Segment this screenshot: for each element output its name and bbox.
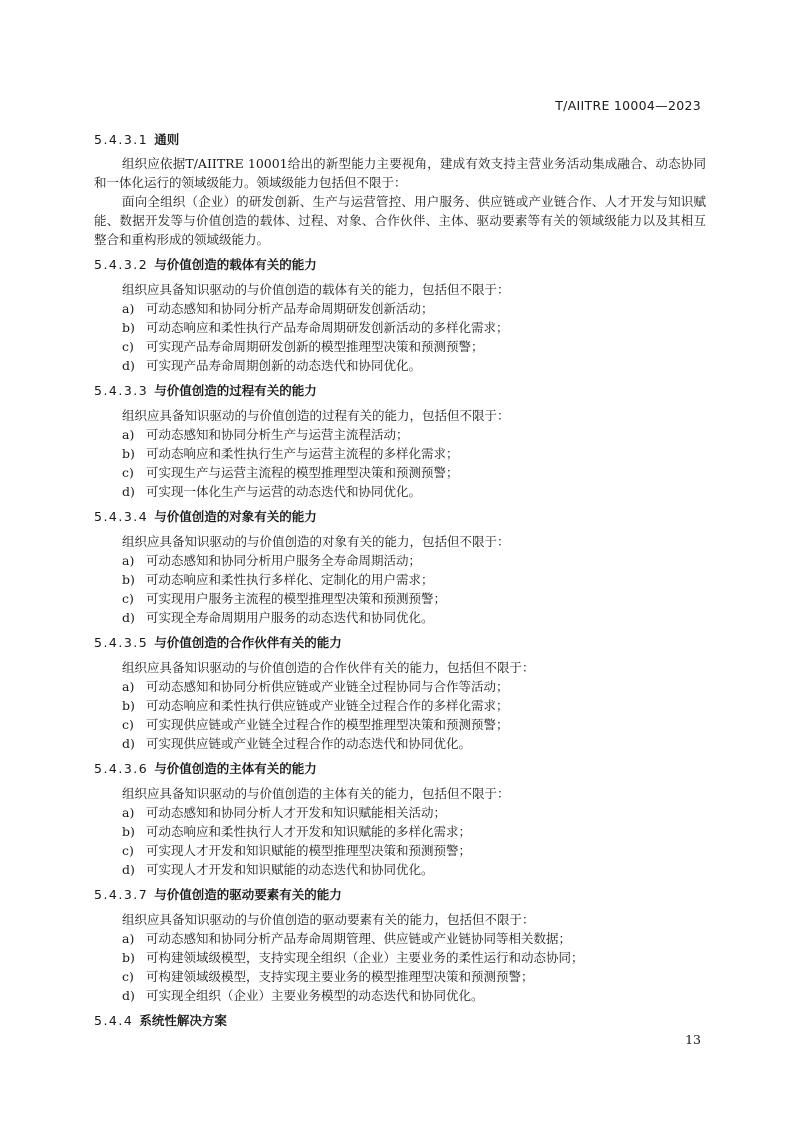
item-text: 可实现产品寿命周期研发创新的模型推理型决策和预测预警； xyxy=(146,339,484,354)
list-item xyxy=(94,482,706,501)
item-marker: a) xyxy=(122,301,135,316)
paragraph: 组织应具备知识驱动的与价值创造的对象有关的能力，包括但不限于： xyxy=(122,534,510,549)
item-text: 可构建领域级模型，支持实现主要业务的模型推理型决策和预测预警； xyxy=(146,969,534,984)
list-item xyxy=(94,318,706,337)
list-item xyxy=(94,822,706,841)
item-list xyxy=(94,803,706,879)
list-item xyxy=(94,948,706,967)
list-item xyxy=(94,570,706,589)
item-text: 可实现用户服务主流程的模型推理型决策和预测预警； xyxy=(146,591,447,606)
item-text: 可实现生产与运营主流程的模型推理型决策和预测预警； xyxy=(146,465,459,480)
section-number: 5.4.3.1 xyxy=(94,132,149,147)
paragraph: 组织应具备知识驱动的与价值创造的过程有关的能力，包括但不限于： xyxy=(122,408,510,423)
item-marker: a) xyxy=(122,931,135,946)
section xyxy=(94,885,706,1005)
item-marker: b) xyxy=(122,824,135,839)
item-text: 可动态感知和协同分析生产与运营主流程活动； xyxy=(146,427,409,442)
list-item xyxy=(94,589,706,608)
item-text: 可动态感知和协同分析人才开发和知识赋能相关活动； xyxy=(146,805,447,820)
list-item xyxy=(94,967,706,986)
item-text: 可动态响应和柔性执行多样化、定制化的用户需求； xyxy=(146,572,434,587)
item-marker: c) xyxy=(122,717,134,732)
item-marker: d) xyxy=(122,484,135,499)
item-text: 可构建领域级模型，支持实现全组织（企业）主要业务的柔性运行和动态协同； xyxy=(146,950,584,965)
section-number: 5.4.3.2 xyxy=(94,257,149,272)
paragraph: 组织应具备知识驱动的与价值创造的主体有关的能力，包括但不限于： xyxy=(122,786,510,801)
item-text: 可动态响应和柔性执行供应链或产业链全过程合作的多样化需求； xyxy=(146,698,509,713)
section-heading xyxy=(94,255,706,275)
section-number: 5.4.3.6 xyxy=(94,761,149,776)
section-title: 与价值创造的载体有关的能力 xyxy=(154,257,317,272)
paragraph: 组织应具备知识驱动的与价值创造的驱动要素有关的能力，包括但不限于： xyxy=(122,912,535,927)
item-marker: d) xyxy=(122,358,135,373)
section-heading xyxy=(94,381,706,401)
item-text: 可动态感知和协同分析用户服务全寿命周期活动； xyxy=(146,553,422,568)
section-number: 5.4.3.4 xyxy=(94,509,149,524)
item-marker: c) xyxy=(122,843,134,858)
paragraph: 组织应具备知识驱动的与价值创造的载体有关的能力，包括但不限于： xyxy=(122,282,510,297)
item-text: 可实现供应链或产业链全过程合作的模型推理型决策和预测预警； xyxy=(146,717,509,732)
section-title: 与价值创造的过程有关的能力 xyxy=(154,383,317,398)
list-item xyxy=(94,696,706,715)
section-title: 通则 xyxy=(154,132,180,147)
section xyxy=(94,633,706,753)
document-code: T/AIITRE 10004—2023 xyxy=(555,98,701,113)
item-marker: a) xyxy=(122,553,135,568)
item-list xyxy=(94,425,706,501)
list-item xyxy=(94,734,706,753)
paragraph: 组织应具备知识驱动的与价值创造的合作伙伴有关的能力，包括但不限于： xyxy=(122,660,535,675)
item-marker: b) xyxy=(122,950,135,965)
section-number: 5.4.3.7 xyxy=(94,887,149,902)
item-text: 可动态响应和柔性执行生产与运营主流程的多样化需求； xyxy=(146,446,459,461)
section-number: 5.4.3.5 xyxy=(94,635,149,650)
list-item xyxy=(94,299,706,318)
item-text: 可实现人才开发和知识赋能的模型推理型决策和预测预警； xyxy=(146,843,472,858)
section-heading xyxy=(94,1011,706,1031)
item-text: 可动态感知和协同分析供应链或产业链全过程协同与合作等活动； xyxy=(146,679,509,694)
item-list xyxy=(94,551,706,627)
section-number: 5.4.4 xyxy=(94,1013,134,1028)
list-item xyxy=(94,841,706,860)
list-item xyxy=(94,551,706,570)
section-heading xyxy=(94,507,706,527)
paragraph: 组织应依据T/AIITRE 10001给出的新型能力主要视角，建成有效支持主营业务活动集成融合、动态协同和一体化运行的领域级能力。领域级能力包括但不限于： xyxy=(94,156,706,190)
paragraph: 面向全组织（企业）的研发创新、生产与运营管控、用户服务、供应链或产业链合作、人才开发与知识赋能、数据开发等与价值创造的载体、过程、对象、合作伙伴、主体、驱动要素等有关的领域级能力以及其相互整合和重构形成的领域级能力。 xyxy=(94,194,706,247)
section xyxy=(94,130,706,249)
list-item xyxy=(94,463,706,482)
item-marker: d) xyxy=(122,736,135,751)
item-text: 可实现一体化生产与运营的动态迭代和协同优化。 xyxy=(146,484,422,499)
item-text: 可动态感知和协同分析产品寿命周期管理、供应链或产业链协同等相关数据； xyxy=(146,931,572,946)
item-marker: c) xyxy=(122,465,134,480)
list-item xyxy=(94,986,706,1005)
item-text: 可动态感知和协同分析产品寿命周期研发创新活动； xyxy=(146,301,434,316)
item-text: 可实现人才开发和知识赋能的动态迭代和协同优化。 xyxy=(146,862,434,877)
list-item xyxy=(94,337,706,356)
item-text: 可实现全寿命周期用户服务的动态迭代和协同优化。 xyxy=(146,610,434,625)
list-item xyxy=(94,803,706,822)
section xyxy=(94,381,706,501)
item-marker: a) xyxy=(122,427,135,442)
item-marker: a) xyxy=(122,805,135,820)
section-title: 与价值创造的对象有关的能力 xyxy=(154,509,317,524)
item-marker: d) xyxy=(122,610,135,625)
section xyxy=(94,759,706,879)
item-list xyxy=(94,929,706,1005)
item-marker: c) xyxy=(122,339,134,354)
section-heading xyxy=(94,633,706,653)
section-title: 系统性解决方案 xyxy=(139,1013,227,1028)
item-marker: a) xyxy=(122,679,135,694)
item-marker: b) xyxy=(122,320,135,335)
section xyxy=(94,255,706,375)
item-text: 可动态响应和柔性执行人才开发和知识赋能的多样化需求； xyxy=(146,824,472,839)
list-item xyxy=(94,677,706,696)
item-text: 可实现全组织（企业）主要业务模型的动态迭代和协同优化。 xyxy=(146,988,484,1003)
list-item xyxy=(94,356,706,375)
item-marker: d) xyxy=(122,988,135,1003)
item-text: 可动态响应和柔性执行产品寿命周期研发创新活动的多样化需求； xyxy=(146,320,509,335)
item-list xyxy=(94,677,706,753)
list-item xyxy=(94,929,706,948)
list-item xyxy=(94,860,706,879)
document-body xyxy=(94,130,706,1037)
page-number: 13 xyxy=(685,1032,701,1047)
list-item xyxy=(94,608,706,627)
section-number: 5.4.3.3 xyxy=(94,383,149,398)
list-item xyxy=(94,444,706,463)
section-heading xyxy=(94,130,706,150)
section xyxy=(94,507,706,627)
item-marker: b) xyxy=(122,446,135,461)
section-title: 与价值创造的合作伙伴有关的能力 xyxy=(154,635,342,650)
section-heading xyxy=(94,759,706,779)
item-marker: c) xyxy=(122,969,134,984)
item-text: 可实现供应链或产业链全过程合作的动态迭代和协同优化。 xyxy=(146,736,472,751)
item-marker: c) xyxy=(122,591,134,606)
list-item xyxy=(94,715,706,734)
item-text: 可实现产品寿命周期创新的动态迭代和协同优化。 xyxy=(146,358,422,373)
section-title: 与价值创造的主体有关的能力 xyxy=(154,761,317,776)
item-marker: d) xyxy=(122,862,135,877)
item-marker: b) xyxy=(122,572,135,587)
section-title: 与价值创造的驱动要素有关的能力 xyxy=(154,887,342,902)
section xyxy=(94,1011,706,1031)
section-heading xyxy=(94,885,706,905)
item-marker: b) xyxy=(122,698,135,713)
item-list xyxy=(94,299,706,375)
list-item xyxy=(94,425,706,444)
